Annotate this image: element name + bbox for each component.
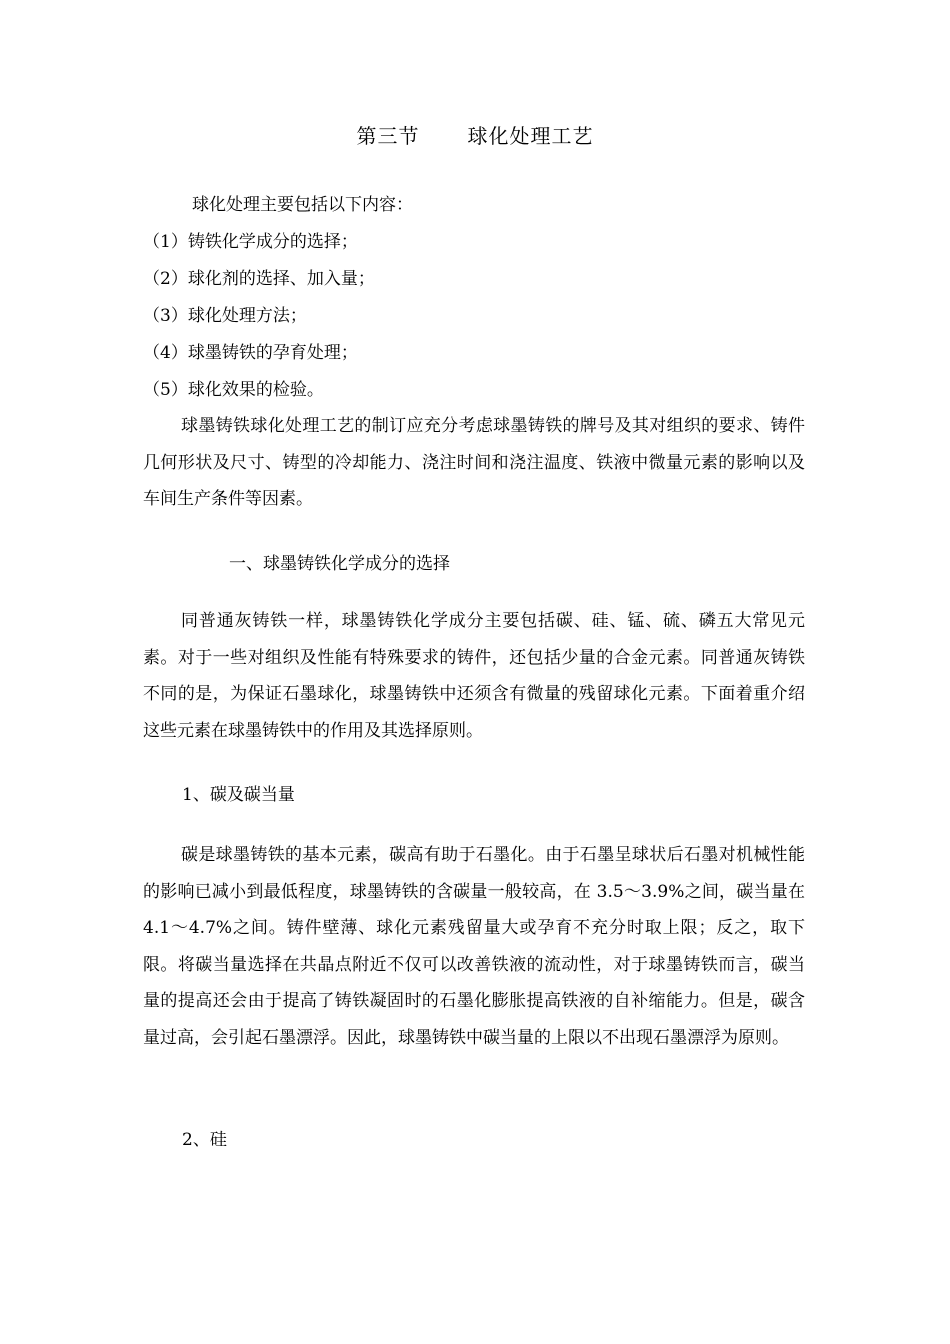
paragraph-carbon: 碳是球墨铸铁的基本元素，碳高有助于石墨化。由于石墨呈球状后石墨对机械性能的影响已减小到最低程度，球墨铸铁的含碳量一般较高，在 3.5～3.9%之间，碳当量在 4.1～4.7%之间。铸件壁薄、球化元素残留量大或孕育不充分时取上限；反之，取下限。将碳当量选择在共晶点附近不仅可以改善铁液的流动性，对于球墨铸铁而言，碳当量的提高还会由于提高了铸铁凝固时的石墨化膨胀提高铁液的自补缩能力。但是，碳含量过高，会引起石墨漂浮。因此，球墨铸铁中碳当量的上限以不出现石墨漂浮为原则。: [143, 845, 805, 1048]
subsection-heading: 2、硅: [182, 1130, 227, 1150]
section-title: [0, 118, 950, 154]
paragraph-overview: 球墨铸铁球化处理工艺的制订应充分考虑球墨铸铁的牌号及其对组织的要求、铸件几何形状及尺寸、铸型的冷却能力、浇注时间和浇注温度、铁液中微量元素的影响以及车间生产条件等因素。: [143, 416, 805, 509]
list-item: （5）球化效果的检验。: [143, 380, 324, 400]
paragraph-composition: 同普通灰铸铁一样，球墨铸铁化学成分主要包括碳、硅、锰、硫、磷五大常见元素。对于一些对组织及性能有特殊要求的铸件，还包括少量的合金元素。同普通灰铸铁不同的是，为保证石墨球化，球墨铸铁中还须含有微量的残留球化元素。下面着重介绍这些元素在球墨铸铁中的作用及其选择原则。: [143, 611, 805, 741]
intro-line: 球化处理主要包括以下内容：: [192, 195, 413, 215]
section-number: 第三节: [356, 124, 420, 148]
section-heading: 一、球墨铸铁化学成分的选择: [229, 554, 450, 574]
section-name: 球化处理工艺: [467, 124, 594, 148]
list-item: （1）铸铁化学成分的选择；: [143, 232, 358, 252]
list-item: （4）球墨铸铁的孕育处理；: [143, 343, 358, 363]
list-item: （2）球化剂的选择、加入量；: [143, 269, 375, 289]
list-item: （3）球化处理方法；: [143, 306, 307, 326]
subsection-heading: 1、碳及碳当量: [182, 785, 295, 805]
